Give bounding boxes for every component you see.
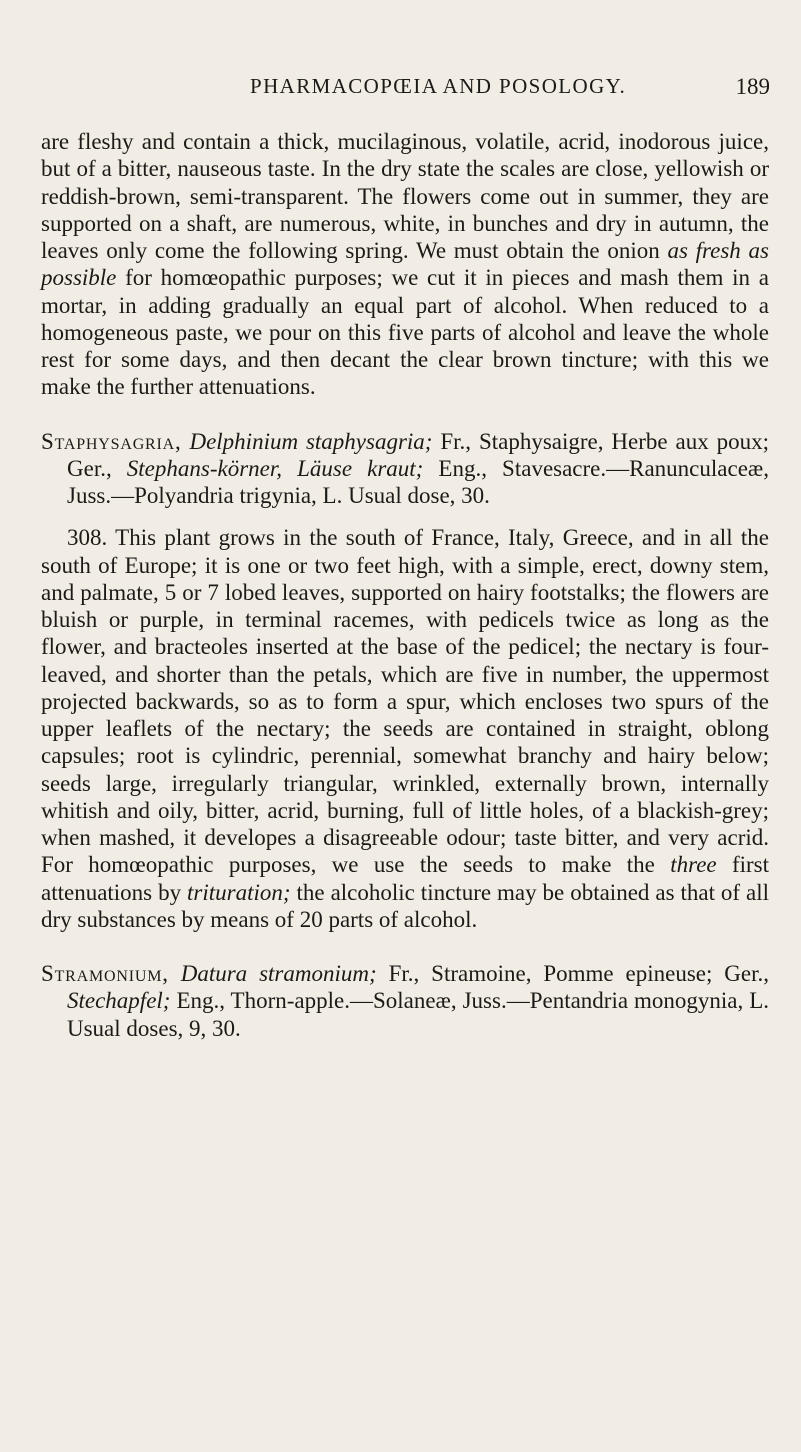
stramonium-latin-name: Datura stramonium; <box>180 961 377 986</box>
onion-preparation-paragraph <box>41 128 769 401</box>
onion-italic-phrase: as fresh as possible <box>41 238 769 291</box>
section-308-text: 308. This plant grows in the south of France, Italy, Greece, and in all the south of Europe; it is one or two feet high, with a simple, erect, downy stem, and palmate, 5 or 7 lobed leaves, supported on hairy footstalks; the flowers are bluish or purple, in terminal racemes, with pedicels twice as long as the flower, and bracteoles inserted at the base of the pedicel; the nectary is four-leaved, and shorter than the petals, which are five in number, the uppermost projected backwards, so as to form a spur, which encloses two spurs of the upper leaflets of the nectary; the seeds are contained in straight, oblong capsules; root is cylindric, perennial, somewhat branchy and hairy below; seeds large, irregularly triangular, wrinkled, externally brown, internally whitish and oily, bitter, acrid, burning, full of little holes, of a blackish-grey; when mashed, it developes a disagreeable odour; taste bitter, and very acrid. For homœopathic purposes, we use the seeds to make the <box>41 525 769 878</box>
section-308-text-c: the alcoholic tincture may be obtained as that of all dry substances by means of 20 parts of alcohol. <box>41 879 769 932</box>
paragraph-gap <box>41 401 769 428</box>
paragraph-gap <box>41 509 769 524</box>
stramonium-german-name: Stechapfel; <box>67 988 171 1014</box>
body-text <box>41 128 769 1042</box>
section-308-italic-trituration: trituration; <box>187 879 291 905</box>
section-308-text-b: first attenuations by <box>41 852 770 905</box>
running-head-title: PHARMACOPŒIA AND POSOLOGY. <box>250 74 627 98</box>
stramonium-classification: Eng., Thorn-apple.—Solaneæ, Juss.—Pentandria monogynia, L. Usual doses, 9, 30. <box>67 988 770 1041</box>
section-308-italic-three: three <box>670 852 717 878</box>
onion-text: are fleshy and contain a thick, mucilaginous, volatile, acrid, inodorous juice, but of a bitter, nauseous taste. In the dry state the scales are close, yellowish or reddish-brown, semi-transparent. The flowers come out in summer, they are supported on a shaft, are numerous, white, in bunches and dry in autumn, the leaves only come the following spring. We must obtain the onion <box>41 129 769 263</box>
staphysagria-classification: Eng., Stavesacre.—Ranunculaceæ, Juss.—Polyandria trigynia, L. Usual dose, 30. <box>67 455 769 508</box>
stramonium-entry <box>41 960 769 1042</box>
staphysagria-german-name: Stephans-körner, Läuse kraut; <box>126 455 424 481</box>
staphysagria-french-name: Fr., Staphysaigre, Herbe aux poux; Ger., <box>67 428 769 481</box>
staphysagria-latin-name: Delphinium staphysagria; <box>189 428 433 454</box>
paragraph-gap <box>41 933 769 960</box>
running-head <box>250 74 770 104</box>
stramonium-french-name: Fr., Stramoine, Pomme epineuse; Ger., <box>388 961 770 986</box>
staphysagria-entry <box>41 428 769 510</box>
page-number: 189 <box>735 74 770 99</box>
onion-text-rest: for homœopathic purposes; we cut it in pieces and mash them in a mortar, in adding gradually an equal part of alcohol. When reduced to a homogeneous paste, we pour on this five parts of alcohol and leave the whole rest for some days, and then decant the clear brown tincture; with this we make the further attenuations. <box>41 265 769 400</box>
stramonium-name: Stramonium, <box>41 961 169 986</box>
section-308-paragraph <box>41 524 769 933</box>
staphysagria-name: Staphysagria, <box>41 428 182 454</box>
